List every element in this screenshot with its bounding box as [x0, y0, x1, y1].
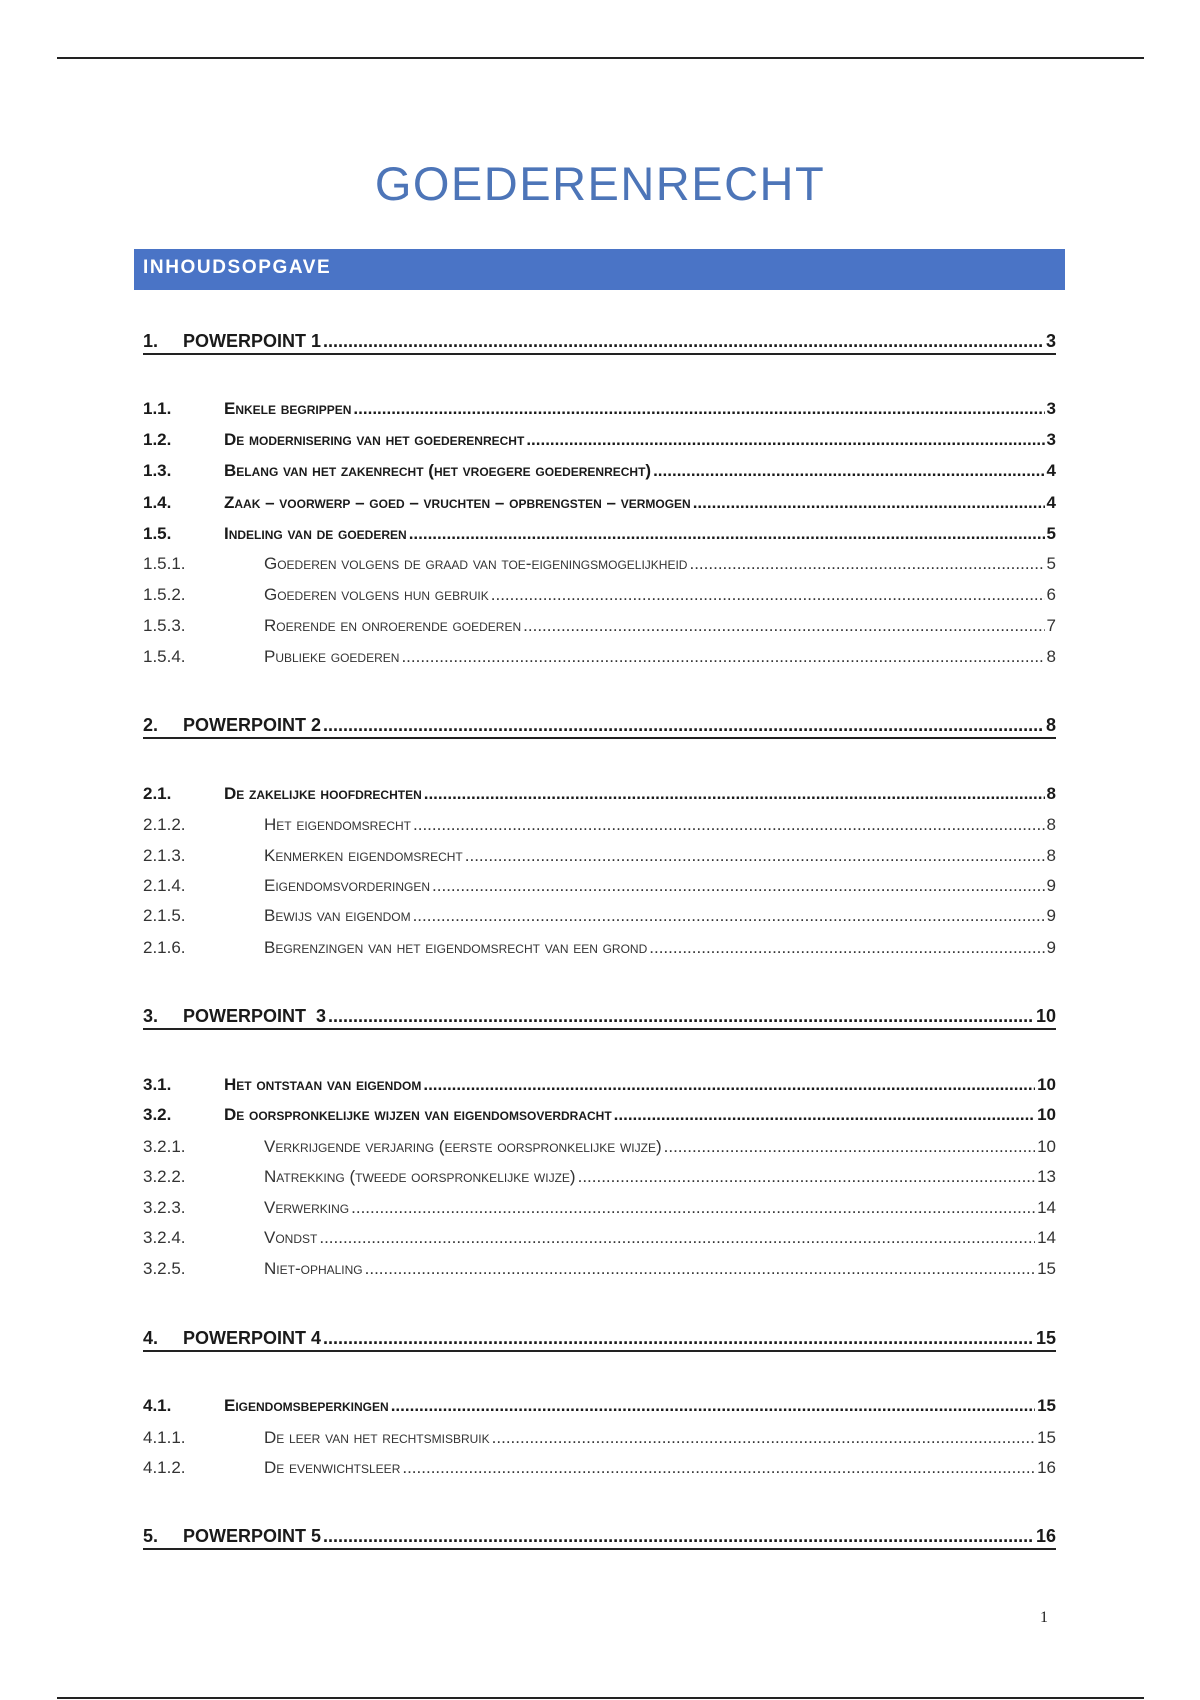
toc-entry-page: 8	[1046, 647, 1056, 666]
leader-dots	[323, 1328, 1034, 1349]
leader-dots	[391, 1396, 1035, 1416]
leader-dots	[523, 616, 1044, 636]
toc-entry-title: POWERPOINT 3	[183, 1006, 327, 1026]
toc-entry-level2[interactable]: 4.1. Eigendomsbeperkingen ..... 15	[143, 1396, 1056, 1416]
toc-entry-page: 7	[1046, 616, 1056, 635]
toc-entry-page: 10	[1037, 1105, 1056, 1124]
toc-entry-title: Begrenzingen van het eigendomsrecht van een grond	[264, 938, 648, 957]
toc-entry-level2[interactable]: 1.1. Enkele begrippen ..... 3	[143, 399, 1056, 419]
leader-dots	[432, 876, 1045, 896]
toc-entry-page: 14	[1037, 1198, 1056, 1217]
toc-entry-page: 9	[1046, 876, 1056, 895]
toc-entry-level3[interactable]: 1.5.3. Roerende en onroerende goederen ..... 7	[143, 616, 1056, 636]
toc-entry-level3[interactable]: 3.2.5. Niet-ophaling ..... 15	[143, 1259, 1056, 1279]
leader-dots	[492, 1428, 1035, 1448]
toc-entry-level3[interactable]: 2.1.4. Eigendomsvorderingen ..... 9	[143, 876, 1056, 896]
leader-dots	[401, 647, 1044, 667]
leader-dots	[491, 585, 1045, 605]
leader-dots	[328, 1006, 1034, 1027]
toc-entry-page: 10	[1037, 1137, 1056, 1156]
leader-dots	[365, 1259, 1035, 1279]
toc-entry-title: Zaak – voorwerp – goed – vruchten – opbrengsten – vermogen	[224, 493, 691, 512]
toc-entry-title: Eigendomsbeperkingen	[224, 1396, 389, 1415]
toc-entry-page: 5	[1046, 524, 1056, 543]
toc-entry-page: 15	[1035, 1328, 1056, 1348]
toc-entry-title: POWERPOINT 1	[183, 331, 322, 351]
toc-entry-level2[interactable]: 1.5. Indeling van de goederen ..... 5	[143, 524, 1056, 544]
leader-dots	[423, 1075, 1035, 1095]
toc-entry-title: Kenmerken eigendomsrecht	[264, 846, 463, 865]
toc-entry-title: Niet-ophaling	[264, 1259, 363, 1278]
leader-dots	[409, 524, 1045, 544]
toc-entry-level3[interactable]: 2.1.5. Bewijs van eigendom ..... 9	[143, 906, 1056, 926]
leader-dots	[323, 331, 1044, 352]
toc-entry-title: Enkele begrippen	[224, 399, 352, 418]
toc-entry-page: 8	[1046, 784, 1056, 803]
toc-entry-level3[interactable]: 3.2.2. Natrekking (tweede oorspronkelijke wijze) ..... 13	[143, 1167, 1056, 1187]
toc-entry-level2[interactable]: 1.2. De modernisering van het goederenrecht ..... 3	[143, 430, 1056, 450]
toc-entry-page: 4	[1046, 493, 1056, 512]
toc-entry-title: Verwerking	[264, 1198, 350, 1217]
toc-entry-title: De zakelijke hoofdrechten	[224, 784, 422, 803]
toc-entry-page: 16	[1035, 1526, 1056, 1546]
toc-entry-page: 15	[1037, 1259, 1056, 1278]
toc-entry-title: Roerende en onroerende goederen	[264, 616, 522, 635]
leader-dots	[402, 1458, 1035, 1478]
leader-dots	[689, 554, 1044, 574]
toc-entry-level3[interactable]: 1.5.1. Goederen volgens de graad van toe-eigeningsmogelijkheid ..... 5	[143, 554, 1056, 574]
page-number: 1	[1040, 1609, 1048, 1626]
leader-dots	[413, 815, 1045, 835]
toc-entry-page: 3	[1046, 399, 1056, 418]
toc-entry-level3[interactable]: 3.2.1. Verkrijgende verjaring (eerste oorspronkelijke wijze) ..... 10	[143, 1137, 1056, 1157]
toc-entry-page: 3	[1046, 430, 1056, 449]
toc-entry-level2[interactable]: 3.2. De oorspronkelijke wijzen van eigendomsoverdracht ..... 10	[143, 1105, 1056, 1125]
toc-entry-title: POWERPOINT 5	[183, 1526, 322, 1546]
toc-entry-page: 3	[1045, 331, 1056, 351]
toc-entry-title: De leer van het rechtsmisbruik	[264, 1428, 490, 1447]
leader-dots	[424, 784, 1045, 804]
toc-entry-level3[interactable]: 1.5.4. Publieke goederen ..... 8	[143, 647, 1056, 667]
toc-entry-title: Goederen volgens hun gebruik	[264, 585, 489, 604]
toc-entry-title: Vondst	[264, 1228, 318, 1247]
leader-dots	[323, 1526, 1034, 1547]
toc-entry-page: 14	[1037, 1228, 1056, 1247]
toc-entry-page: 13	[1037, 1167, 1056, 1186]
toc-entry-level2[interactable]: 1.4. Zaak – voorwerp – goed – vruchten – opbrengsten – vermogen ..... 4	[143, 493, 1056, 513]
toc-entry-title: De modernisering van het goederenrecht	[224, 430, 525, 449]
toc-entry-title: De evenwichtsleer	[264, 1458, 401, 1477]
toc-entry-page: 10	[1035, 1006, 1056, 1026]
toc-entry-level3[interactable]: 3.2.4. Vondst ..... 14	[143, 1228, 1056, 1248]
leader-dots	[351, 1198, 1035, 1218]
toc-entry-level3[interactable]: 3.2.3. Verwerking ..... 14	[143, 1198, 1056, 1218]
toc-entry-level3[interactable]: 2.1.3. Kenmerken eigendomsrecht ..... 8	[143, 846, 1056, 866]
leader-dots	[693, 493, 1045, 513]
toc-entry-page: 15	[1037, 1428, 1056, 1447]
toc-entry-title: De oorspronkelijke wijzen van eigendomsoverdracht	[224, 1105, 612, 1124]
toc-entry-level2[interactable]: 1.3. Belang van het zakenrecht (het vroegere goederenrecht) ..... 4	[143, 461, 1056, 481]
leader-dots	[653, 461, 1044, 481]
toc-entry-title: POWERPOINT 2	[183, 715, 322, 735]
toc-entry-title: Eigendomsvorderingen	[264, 876, 431, 895]
toc-entry-level2[interactable]: 3.1. Het ontstaan van eigendom ..... 10	[143, 1075, 1056, 1095]
toc-entry-level3[interactable]: 4.1.1. De leer van het rechtsmisbruik ..... 15	[143, 1428, 1056, 1448]
toc-entry-level1[interactable]: 1. POWERPOINT 1 ..... 3	[143, 331, 1056, 355]
toc-entry-level2[interactable]: 2.1. De zakelijke hoofdrechten ..... 8	[143, 784, 1056, 804]
leader-dots	[526, 430, 1044, 450]
toc-entry-page: 9	[1046, 906, 1056, 925]
table-of-contents	[143, 0, 1056, 1700]
toc-entry-page: 8	[1046, 815, 1056, 834]
toc-entry-level3[interactable]: 1.5.2. Goederen volgens hun gebruik ..... 6	[143, 585, 1056, 605]
leader-dots	[664, 1137, 1035, 1157]
toc-entry-page: 9	[1046, 938, 1056, 957]
leader-dots	[323, 715, 1044, 736]
toc-heading-label: INHOUDSOPGAVE	[143, 257, 332, 278]
toc-entry-page: 8	[1045, 715, 1056, 735]
toc-entry-page: 10	[1037, 1075, 1056, 1094]
toc-entry-title: Natrekking (tweede oorspronkelijke wijze)	[264, 1167, 576, 1186]
toc-entry-page: 16	[1037, 1458, 1056, 1477]
toc-entry-page: 8	[1046, 846, 1056, 865]
toc-entry-title: Het ontstaan van eigendom	[224, 1075, 422, 1094]
toc-entry-level1[interactable]: 5. POWERPOINT 5 ..... 16	[143, 1526, 1056, 1550]
toc-entry-title: Goederen volgens de graad van toe-eigeningsmogelijkheid	[264, 554, 688, 573]
toc-entry-level1[interactable]: 4. POWERPOINT 4 ..... 15	[143, 1328, 1056, 1352]
leader-dots	[614, 1105, 1035, 1125]
toc-entry-title: Belang van het zakenrecht (het vroegere goederenrecht)	[224, 461, 652, 480]
footer-rule	[57, 1697, 1144, 1699]
toc-entry-level1[interactable]: 3. POWERPOINT 3 ..... 10	[143, 1006, 1056, 1030]
toc-entry-title: Indeling van de goederen	[224, 524, 407, 543]
toc-entry-page: 6	[1046, 585, 1056, 604]
toc-entry-level3[interactable]: 2.1.6. Begrenzingen van het eigendomsrecht van een grond ..... 9	[143, 938, 1056, 958]
toc-entry-title: Bewijs van eigendom	[264, 906, 411, 925]
toc-entry-level1[interactable]: 2. POWERPOINT 2 ..... 8	[143, 715, 1056, 739]
toc-entry-title: Verkrijgende verjaring (eerste oorspronkelijke wijze)	[264, 1137, 662, 1156]
toc-entry-title: Het eigendomsrecht	[264, 815, 412, 834]
toc-entry-title: POWERPOINT 4	[183, 1328, 322, 1348]
leader-dots	[649, 938, 1044, 958]
leader-dots	[353, 399, 1044, 419]
leader-dots	[319, 1228, 1035, 1248]
toc-entry-title: Publieke goederen	[264, 647, 400, 666]
toc-entry-level3[interactable]: 2.1.2. Het eigendomsrecht ..... 8	[143, 815, 1056, 835]
leader-dots	[413, 906, 1045, 926]
toc-entry-page: 5	[1046, 554, 1056, 573]
document-title: GOEDERENRECHT	[374, 157, 826, 210]
toc-entry-page: 4	[1046, 461, 1056, 480]
toc-entry-page: 15	[1037, 1396, 1056, 1415]
toc-entry-level3[interactable]: 4.1.2. De evenwichtsleer ..... 16	[143, 1458, 1056, 1478]
leader-dots	[465, 846, 1045, 866]
leader-dots	[578, 1167, 1035, 1187]
